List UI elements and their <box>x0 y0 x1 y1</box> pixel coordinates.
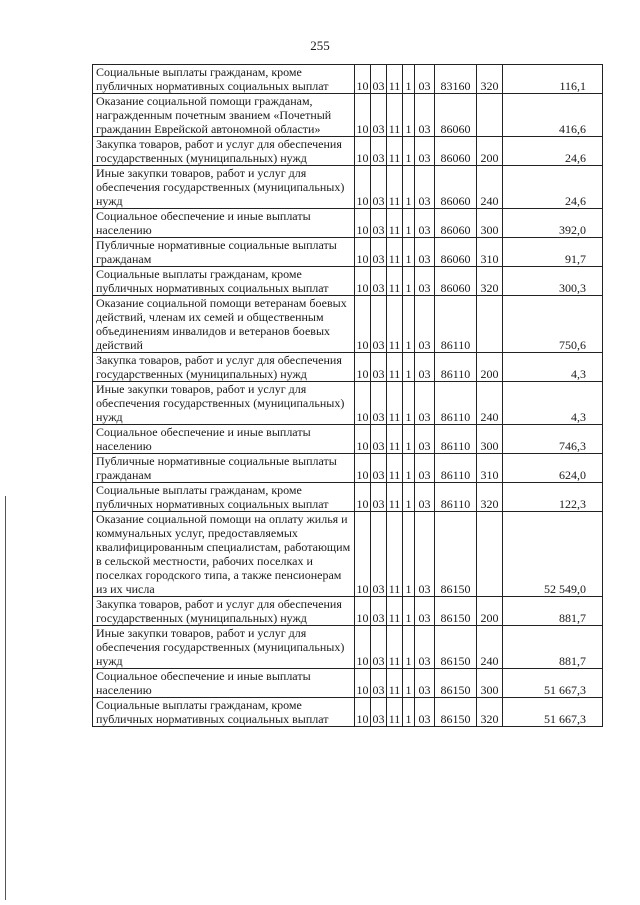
main-event-code-cell: 03 <box>415 166 435 209</box>
table-row <box>93 626 603 669</box>
main-event-code-cell: 03 <box>415 267 435 296</box>
direction-code-cell: 86110 <box>435 454 477 483</box>
table-row <box>93 698 603 727</box>
main-event-code-cell: 03 <box>415 597 435 626</box>
program-code-cell: 11 <box>387 626 403 669</box>
table-row <box>93 137 603 166</box>
direction-code-cell: 86110 <box>435 483 477 512</box>
subprogram-code-cell: 1 <box>403 353 415 382</box>
main-event-code-cell: 03 <box>415 296 435 353</box>
main-event-code-cell: 03 <box>415 425 435 454</box>
section-code-cell: 10 <box>355 626 371 669</box>
direction-code-cell: 86110 <box>435 382 477 425</box>
subprogram-code-cell: 1 <box>403 296 415 353</box>
main-event-code-cell: 03 <box>415 698 435 727</box>
subprogram-code-cell: 1 <box>403 267 415 296</box>
section-code-cell: 10 <box>355 669 371 698</box>
expense-name-cell: Социальное обеспечение и иные выплаты населению <box>93 209 355 238</box>
program-code-cell: 11 <box>387 238 403 267</box>
main-event-code-cell: 03 <box>415 353 435 382</box>
table-row <box>93 382 603 425</box>
amount-cell: 392,0 <box>503 209 603 238</box>
section-code-cell: 10 <box>355 238 371 267</box>
expense-name-cell: Закупка товаров, работ и услуг для обеспечения государственных (муниципальных) нужд <box>93 597 355 626</box>
main-event-code-cell: 03 <box>415 483 435 512</box>
scan-margin-line <box>5 496 6 900</box>
direction-code-cell: 86060 <box>435 267 477 296</box>
table-row <box>93 296 603 353</box>
program-code-cell: 11 <box>387 296 403 353</box>
amount-cell: 750,6 <box>503 296 603 353</box>
subprogram-code-cell: 1 <box>403 209 415 238</box>
table-row <box>93 597 603 626</box>
subsection-code-cell: 03 <box>371 597 387 626</box>
program-code-cell: 11 <box>387 382 403 425</box>
main-event-code-cell: 03 <box>415 669 435 698</box>
expense-name-cell: Оказание социальной помощи на оплату жилья и коммунальных услуг, предоставляемых квалифицированным специалистам, работающим в сельской местности, рабочих поселках и поселках городского типа, а также пенсионерам из их числа <box>93 512 355 597</box>
amount-cell: 746,3 <box>503 425 603 454</box>
direction-code-cell: 86150 <box>435 597 477 626</box>
subsection-code-cell: 03 <box>371 65 387 94</box>
expense-name-cell: Публичные нормативные социальные выплаты гражданам <box>93 454 355 483</box>
expense-type-code-cell: 200 <box>477 353 503 382</box>
section-code-cell: 10 <box>355 454 371 483</box>
subprogram-code-cell: 1 <box>403 512 415 597</box>
subsection-code-cell: 03 <box>371 626 387 669</box>
subprogram-code-cell: 1 <box>403 454 415 483</box>
subprogram-code-cell: 1 <box>403 597 415 626</box>
section-code-cell: 10 <box>355 512 371 597</box>
expense-name-cell: Закупка товаров, работ и услуг для обеспечения государственных (муниципальных) нужд <box>93 353 355 382</box>
expense-name-cell: Социальное обеспечение и иные выплаты населению <box>93 669 355 698</box>
expense-type-code-cell: 320 <box>477 698 503 727</box>
expense-type-code-cell <box>477 512 503 597</box>
expense-type-code-cell: 320 <box>477 267 503 296</box>
direction-code-cell: 86110 <box>435 353 477 382</box>
subprogram-code-cell: 1 <box>403 238 415 267</box>
amount-cell: 24,6 <box>503 166 603 209</box>
amount-cell: 122,3 <box>503 483 603 512</box>
subsection-code-cell: 03 <box>371 267 387 296</box>
budget-table-body <box>93 65 603 727</box>
expense-type-code-cell <box>477 296 503 353</box>
table-row <box>93 94 603 137</box>
section-code-cell: 10 <box>355 382 371 425</box>
direction-code-cell: 86060 <box>435 166 477 209</box>
expense-type-code-cell: 240 <box>477 166 503 209</box>
program-code-cell: 11 <box>387 94 403 137</box>
direction-code-cell: 86060 <box>435 238 477 267</box>
subprogram-code-cell: 1 <box>403 166 415 209</box>
direction-code-cell: 83160 <box>435 65 477 94</box>
direction-code-cell: 86060 <box>435 137 477 166</box>
table-row <box>93 425 603 454</box>
expense-name-cell: Оказание социальной помощи ветеранам боевых действий, членам их семей и общественным объединениям инвалидов и ветеранов боевых действий <box>93 296 355 353</box>
subprogram-code-cell: 1 <box>403 382 415 425</box>
direction-code-cell: 86110 <box>435 296 477 353</box>
direction-code-cell: 86150 <box>435 698 477 727</box>
subsection-code-cell: 03 <box>371 669 387 698</box>
subprogram-code-cell: 1 <box>403 425 415 454</box>
direction-code-cell: 86060 <box>435 94 477 137</box>
subsection-code-cell: 03 <box>371 353 387 382</box>
section-code-cell: 10 <box>355 267 371 296</box>
amount-cell: 91,7 <box>503 238 603 267</box>
expense-type-code-cell: 300 <box>477 669 503 698</box>
table-row <box>93 483 603 512</box>
section-code-cell: 10 <box>355 483 371 512</box>
program-code-cell: 11 <box>387 267 403 296</box>
table-row <box>93 353 603 382</box>
subsection-code-cell: 03 <box>371 512 387 597</box>
expense-type-code-cell: 310 <box>477 238 503 267</box>
expense-name-cell: Социальное обеспечение и иные выплаты населению <box>93 425 355 454</box>
expense-name-cell: Социальные выплаты гражданам, кроме публичных нормативных социальных выплат <box>93 267 355 296</box>
direction-code-cell: 86150 <box>435 626 477 669</box>
section-code-cell: 10 <box>355 65 371 94</box>
program-code-cell: 11 <box>387 65 403 94</box>
subprogram-code-cell: 1 <box>403 137 415 166</box>
program-code-cell: 11 <box>387 209 403 238</box>
subsection-code-cell: 03 <box>371 454 387 483</box>
main-event-code-cell: 03 <box>415 238 435 267</box>
program-code-cell: 11 <box>387 483 403 512</box>
subsection-code-cell: 03 <box>371 209 387 238</box>
subsection-code-cell: 03 <box>371 166 387 209</box>
main-event-code-cell: 03 <box>415 137 435 166</box>
section-code-cell: 10 <box>355 425 371 454</box>
main-event-code-cell: 03 <box>415 454 435 483</box>
subsection-code-cell: 03 <box>371 296 387 353</box>
program-code-cell: 11 <box>387 166 403 209</box>
program-code-cell: 11 <box>387 137 403 166</box>
expense-type-code-cell <box>477 94 503 137</box>
direction-code-cell: 86060 <box>435 209 477 238</box>
amount-cell: 116,1 <box>503 65 603 94</box>
program-code-cell: 11 <box>387 698 403 727</box>
subsection-code-cell: 03 <box>371 382 387 425</box>
direction-code-cell: 86150 <box>435 512 477 597</box>
program-code-cell: 11 <box>387 512 403 597</box>
amount-cell: 52 549,0 <box>503 512 603 597</box>
expense-type-code-cell: 240 <box>477 626 503 669</box>
table-row <box>93 512 603 597</box>
main-event-code-cell: 03 <box>415 209 435 238</box>
expense-name-cell: Иные закупки товаров, работ и услуг для обеспечения государственных (муниципальных) нужд <box>93 626 355 669</box>
section-code-cell: 10 <box>355 698 371 727</box>
direction-code-cell: 86150 <box>435 669 477 698</box>
amount-cell: 51 667,3 <box>503 669 603 698</box>
program-code-cell: 11 <box>387 597 403 626</box>
main-event-code-cell: 03 <box>415 382 435 425</box>
section-code-cell: 10 <box>355 353 371 382</box>
table-row <box>93 669 603 698</box>
amount-cell: 881,7 <box>503 597 603 626</box>
section-code-cell: 10 <box>355 209 371 238</box>
amount-cell: 624,0 <box>503 454 603 483</box>
amount-cell: 51 667,3 <box>503 698 603 727</box>
expense-type-code-cell: 300 <box>477 209 503 238</box>
table-row <box>93 454 603 483</box>
expense-name-cell: Социальные выплаты гражданам, кроме публичных нормативных социальных выплат <box>93 483 355 512</box>
expense-name-cell: Оказание социальной помощи гражданам, награжденным почетным званием «Почетный гражданин Еврейской автономной области» <box>93 94 355 137</box>
expense-name-cell: Закупка товаров, работ и услуг для обеспечения государственных (муниципальных) нужд <box>93 137 355 166</box>
amount-cell: 24,6 <box>503 137 603 166</box>
amount-cell: 4,3 <box>503 353 603 382</box>
amount-cell: 881,7 <box>503 626 603 669</box>
budget-table <box>92 64 603 727</box>
main-event-code-cell: 03 <box>415 94 435 137</box>
section-code-cell: 10 <box>355 296 371 353</box>
expense-type-code-cell: 200 <box>477 597 503 626</box>
expense-name-cell: Иные закупки товаров, работ и услуг для обеспечения государственных (муниципальных) нужд <box>93 382 355 425</box>
page-number: 255 <box>310 38 330 53</box>
subsection-code-cell: 03 <box>371 94 387 137</box>
program-code-cell: 11 <box>387 353 403 382</box>
program-code-cell: 11 <box>387 425 403 454</box>
program-code-cell: 11 <box>387 454 403 483</box>
subprogram-code-cell: 1 <box>403 483 415 512</box>
amount-cell: 416,6 <box>503 94 603 137</box>
subprogram-code-cell: 1 <box>403 65 415 94</box>
subsection-code-cell: 03 <box>371 483 387 512</box>
subsection-code-cell: 03 <box>371 425 387 454</box>
subprogram-code-cell: 1 <box>403 94 415 137</box>
table-row <box>93 166 603 209</box>
expense-type-code-cell: 200 <box>477 137 503 166</box>
expense-type-code-cell: 300 <box>477 425 503 454</box>
amount-cell: 300,3 <box>503 267 603 296</box>
subsection-code-cell: 03 <box>371 698 387 727</box>
subprogram-code-cell: 1 <box>403 626 415 669</box>
main-event-code-cell: 03 <box>415 626 435 669</box>
expense-name-cell: Социальные выплаты гражданам, кроме публичных нормативных социальных выплат <box>93 698 355 727</box>
subprogram-code-cell: 1 <box>403 669 415 698</box>
table-row <box>93 209 603 238</box>
expense-name-cell: Социальные выплаты гражданам, кроме публичных нормативных социальных выплат <box>93 65 355 94</box>
section-code-cell: 10 <box>355 137 371 166</box>
section-code-cell: 10 <box>355 94 371 137</box>
expense-name-cell: Иные закупки товаров, работ и услуг для обеспечения государственных (муниципальных) нужд <box>93 166 355 209</box>
main-event-code-cell: 03 <box>415 65 435 94</box>
expense-type-code-cell: 320 <box>477 483 503 512</box>
main-event-code-cell: 03 <box>415 512 435 597</box>
table-row <box>93 238 603 267</box>
section-code-cell: 10 <box>355 597 371 626</box>
direction-code-cell: 86110 <box>435 425 477 454</box>
section-code-cell: 10 <box>355 166 371 209</box>
subsection-code-cell: 03 <box>371 238 387 267</box>
expense-type-code-cell: 310 <box>477 454 503 483</box>
expense-type-code-cell: 320 <box>477 65 503 94</box>
expense-type-code-cell: 240 <box>477 382 503 425</box>
subsection-code-cell: 03 <box>371 137 387 166</box>
table-row <box>93 65 603 94</box>
program-code-cell: 11 <box>387 669 403 698</box>
amount-cell: 4,3 <box>503 382 603 425</box>
expense-name-cell: Публичные нормативные социальные выплаты гражданам <box>93 238 355 267</box>
subprogram-code-cell: 1 <box>403 698 415 727</box>
table-row <box>93 267 603 296</box>
